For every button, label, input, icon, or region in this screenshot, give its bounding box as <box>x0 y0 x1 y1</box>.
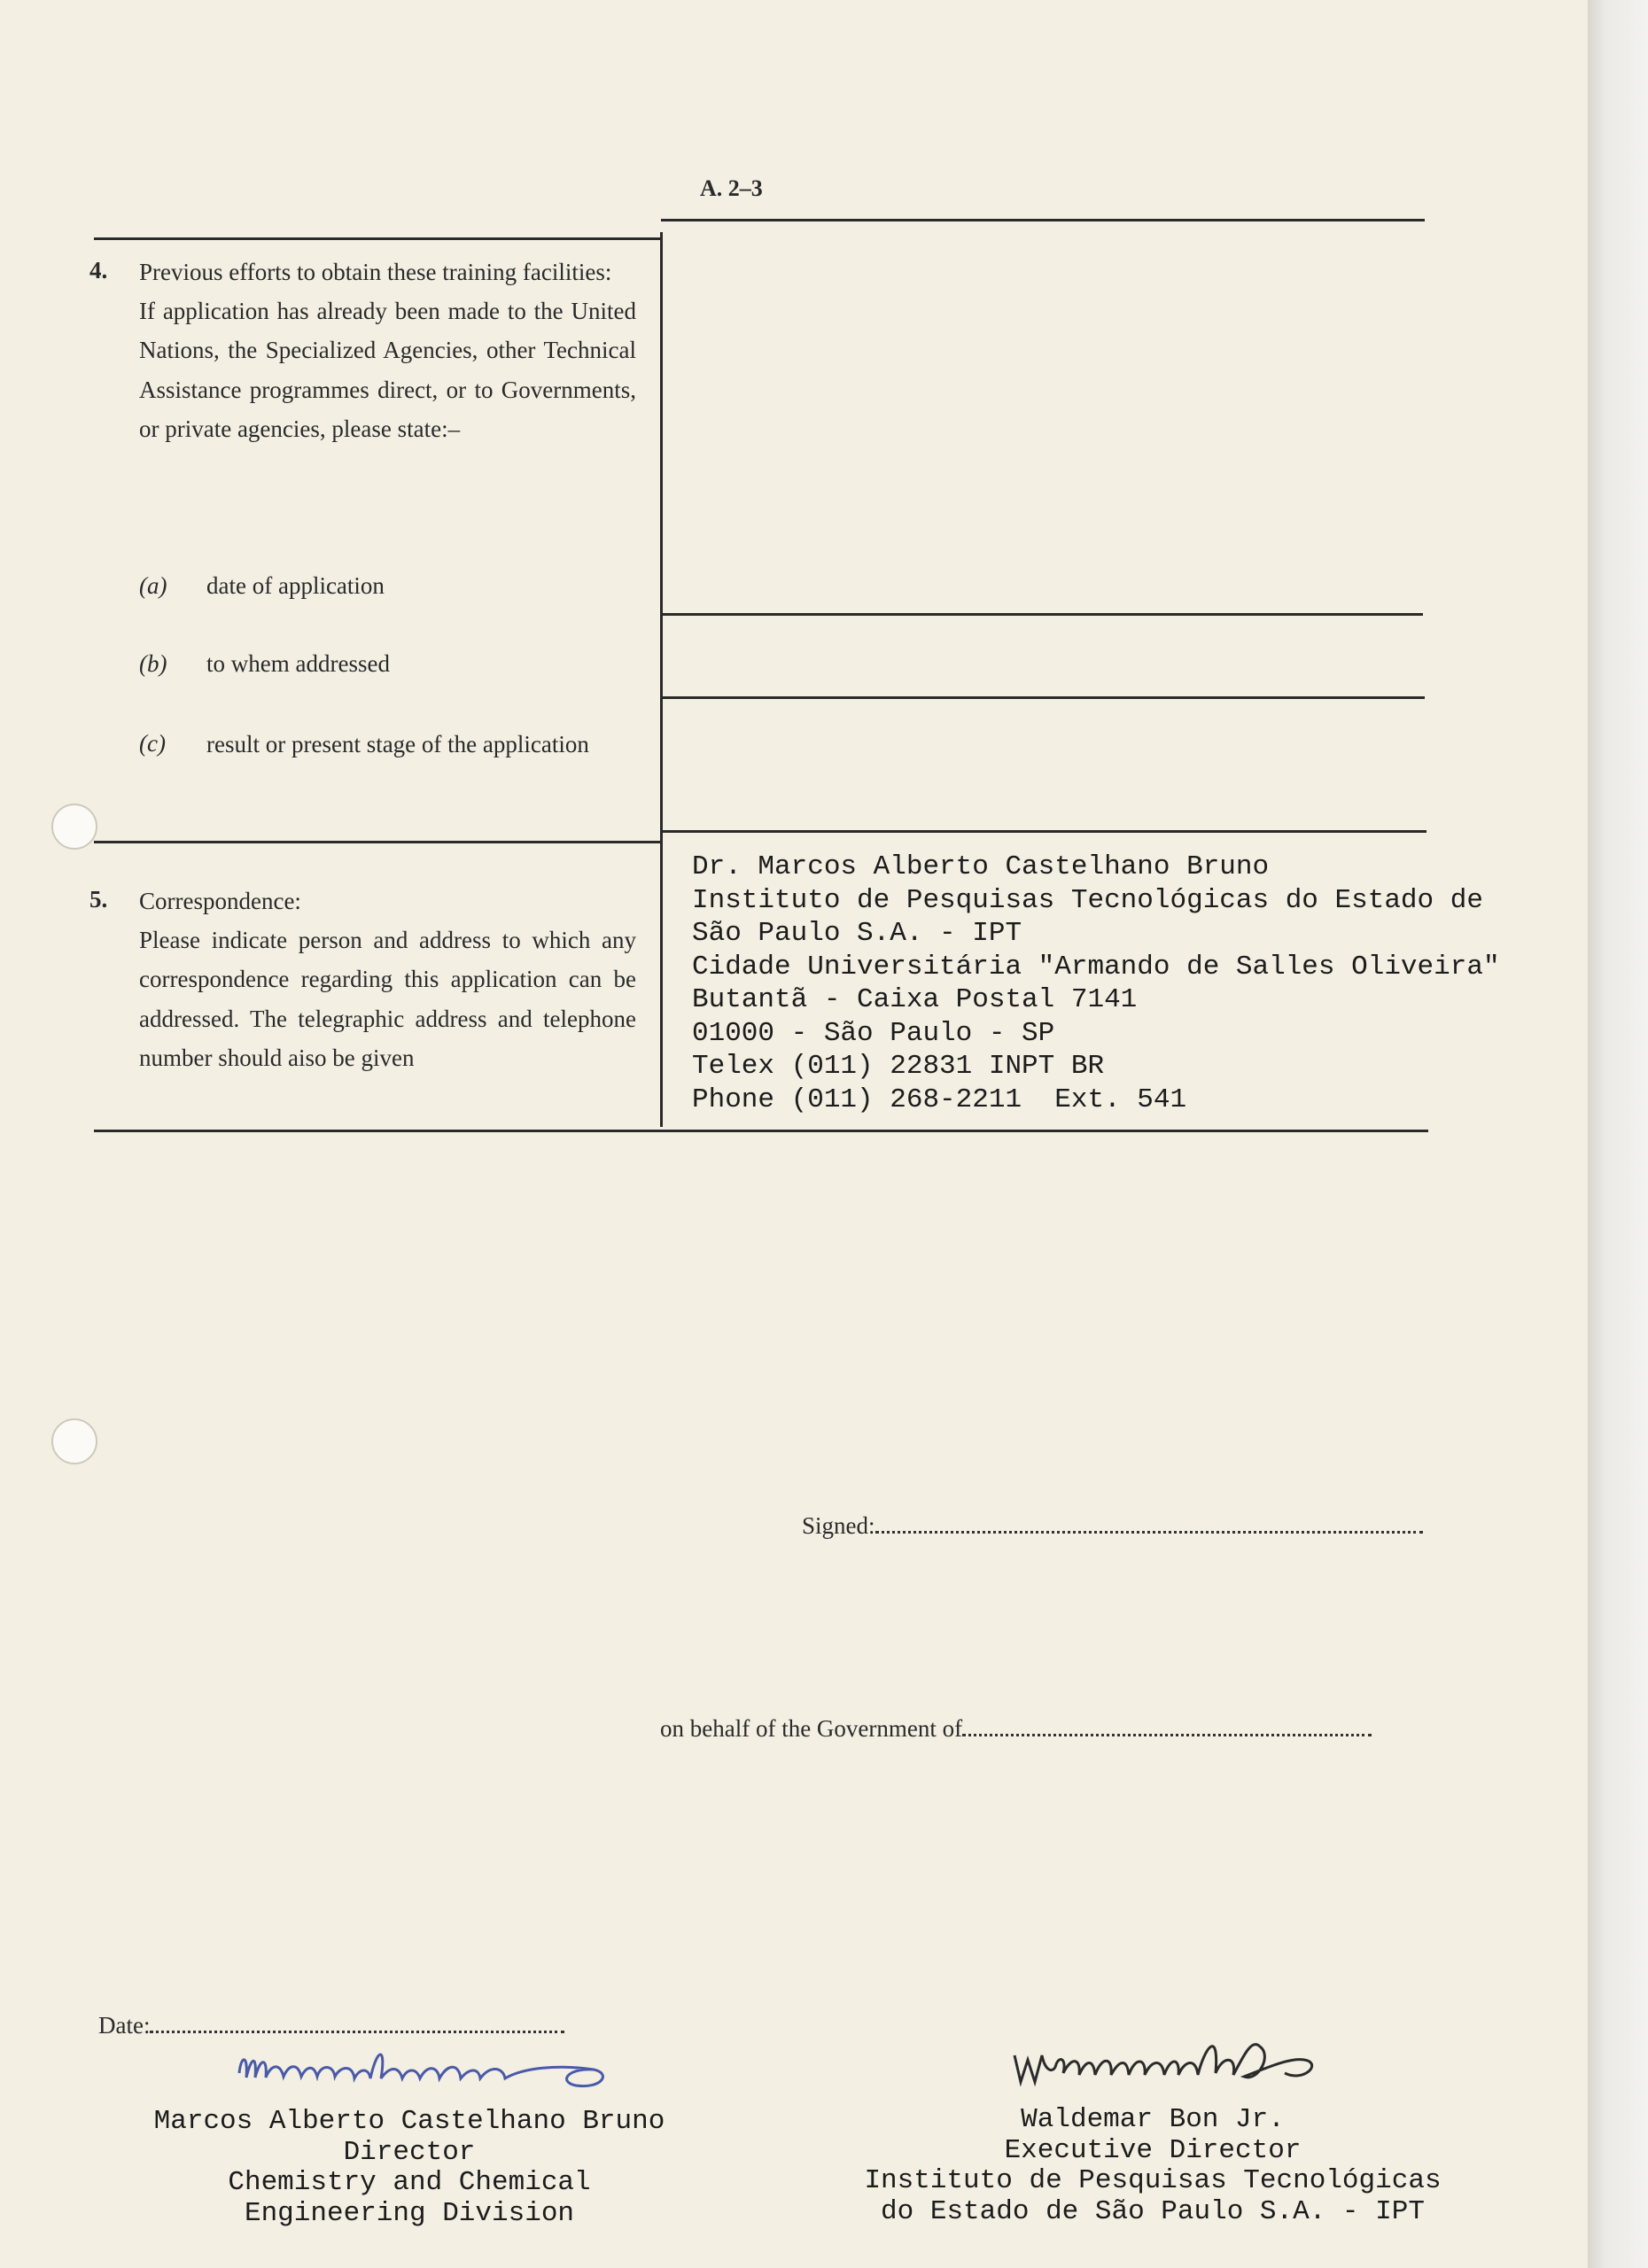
table-rule-top-left <box>94 237 663 240</box>
section-5-text <box>139 882 636 1077</box>
behalf-field <box>660 1715 1372 1743</box>
signatory-division: Chemistry and Chemical <box>228 2167 591 2198</box>
address-line: Phone (011) 268-2211 Ext. 541 <box>692 1084 1187 1115</box>
signature-left <box>222 2038 656 2109</box>
address-line: Dr. Marcos Alberto Castelhano Bruno <box>692 851 1270 882</box>
signature-right <box>1010 2020 1364 2117</box>
date-line[interactable] <box>150 2031 564 2033</box>
signed-line[interactable] <box>875 1531 1423 1534</box>
table-column-divider <box>660 232 663 1127</box>
answer-rule-c <box>661 830 1426 833</box>
section-4-body: If application has already been made to the United Nations, the Specialized Agencies, other Technical Assistance programmes direct, or to Governments, or private agencies, please state:– <box>139 298 636 442</box>
correspondence-address <box>692 850 1500 1116</box>
item-b-text: to whem addressed <box>206 650 390 677</box>
section-4-number: 4. <box>89 257 108 284</box>
signatory-title: Director <box>343 2136 476 2168</box>
signatory-institution: do Estado de São Paulo S.A. - IPT <box>881 2195 1425 2227</box>
signatory-name: Marcos Alberto Castelhano Bruno <box>153 2106 665 2137</box>
item-a-label: (a) <box>139 572 167 599</box>
address-line: Butantã - Caixa Postal 7141 <box>692 984 1138 1015</box>
signatory-institution: Instituto de Pesquisas Tecnológicas <box>864 2165 1442 2196</box>
address-line: 01000 - São Paulo - SP <box>692 1017 1055 1049</box>
item-c-label: (c) <box>139 730 166 757</box>
section-rule-left <box>94 841 663 843</box>
address-line: Instituto de Pesquisas Tecnológicas do Estado de <box>692 884 1483 916</box>
date-field <box>98 2012 564 2039</box>
item-a-text: date of application <box>206 572 385 599</box>
punch-hole <box>51 804 97 850</box>
signatory-title: Executive Director <box>1004 2134 1302 2166</box>
behalf-label: on behalf of the Government of <box>660 1715 963 1742</box>
item-b-label: (b) <box>139 650 167 677</box>
section-4-text <box>139 252 636 448</box>
signatory-name: Waldemar Bon Jr. <box>1021 2104 1285 2135</box>
signed-field <box>802 1512 1423 1540</box>
signatory-right-block <box>843 2105 1463 2227</box>
section-5-number: 5. <box>89 886 108 913</box>
section-5-body: Please indicate person and address to which any correspondence regarding this application can be addressed. The telegraphic address and telephone number should aiso be given <box>139 927 636 1071</box>
punch-hole <box>51 1418 97 1464</box>
section-4-heading: Previous efforts to obtain these training facilities: <box>139 259 612 285</box>
signatory-left-block <box>144 2107 675 2229</box>
item-c-text: result or present stage of the application <box>206 731 589 757</box>
address-line: Cidade Universitária "Armando de Salles Oliveira" <box>692 951 1500 983</box>
government-line[interactable] <box>962 1734 1372 1736</box>
page-number: A. 2–3 <box>700 175 763 201</box>
section-5-heading: Correspondence: <box>139 888 301 914</box>
address-line: Telex (011) 22831 INPT BR <box>692 1051 1105 1082</box>
signed-label: Signed: <box>802 1512 875 1539</box>
signatory-division: Engineering Division <box>244 2197 575 2229</box>
date-label: Date: <box>98 2012 151 2039</box>
table-rule-top-right <box>661 219 1425 221</box>
answer-rule-b <box>661 696 1425 699</box>
address-line: São Paulo S.A. - IPT <box>692 918 1022 949</box>
paper-edge-shadow <box>1588 0 1648 2268</box>
answer-rule-a <box>661 613 1423 616</box>
table-rule-bottom <box>94 1130 1428 1132</box>
